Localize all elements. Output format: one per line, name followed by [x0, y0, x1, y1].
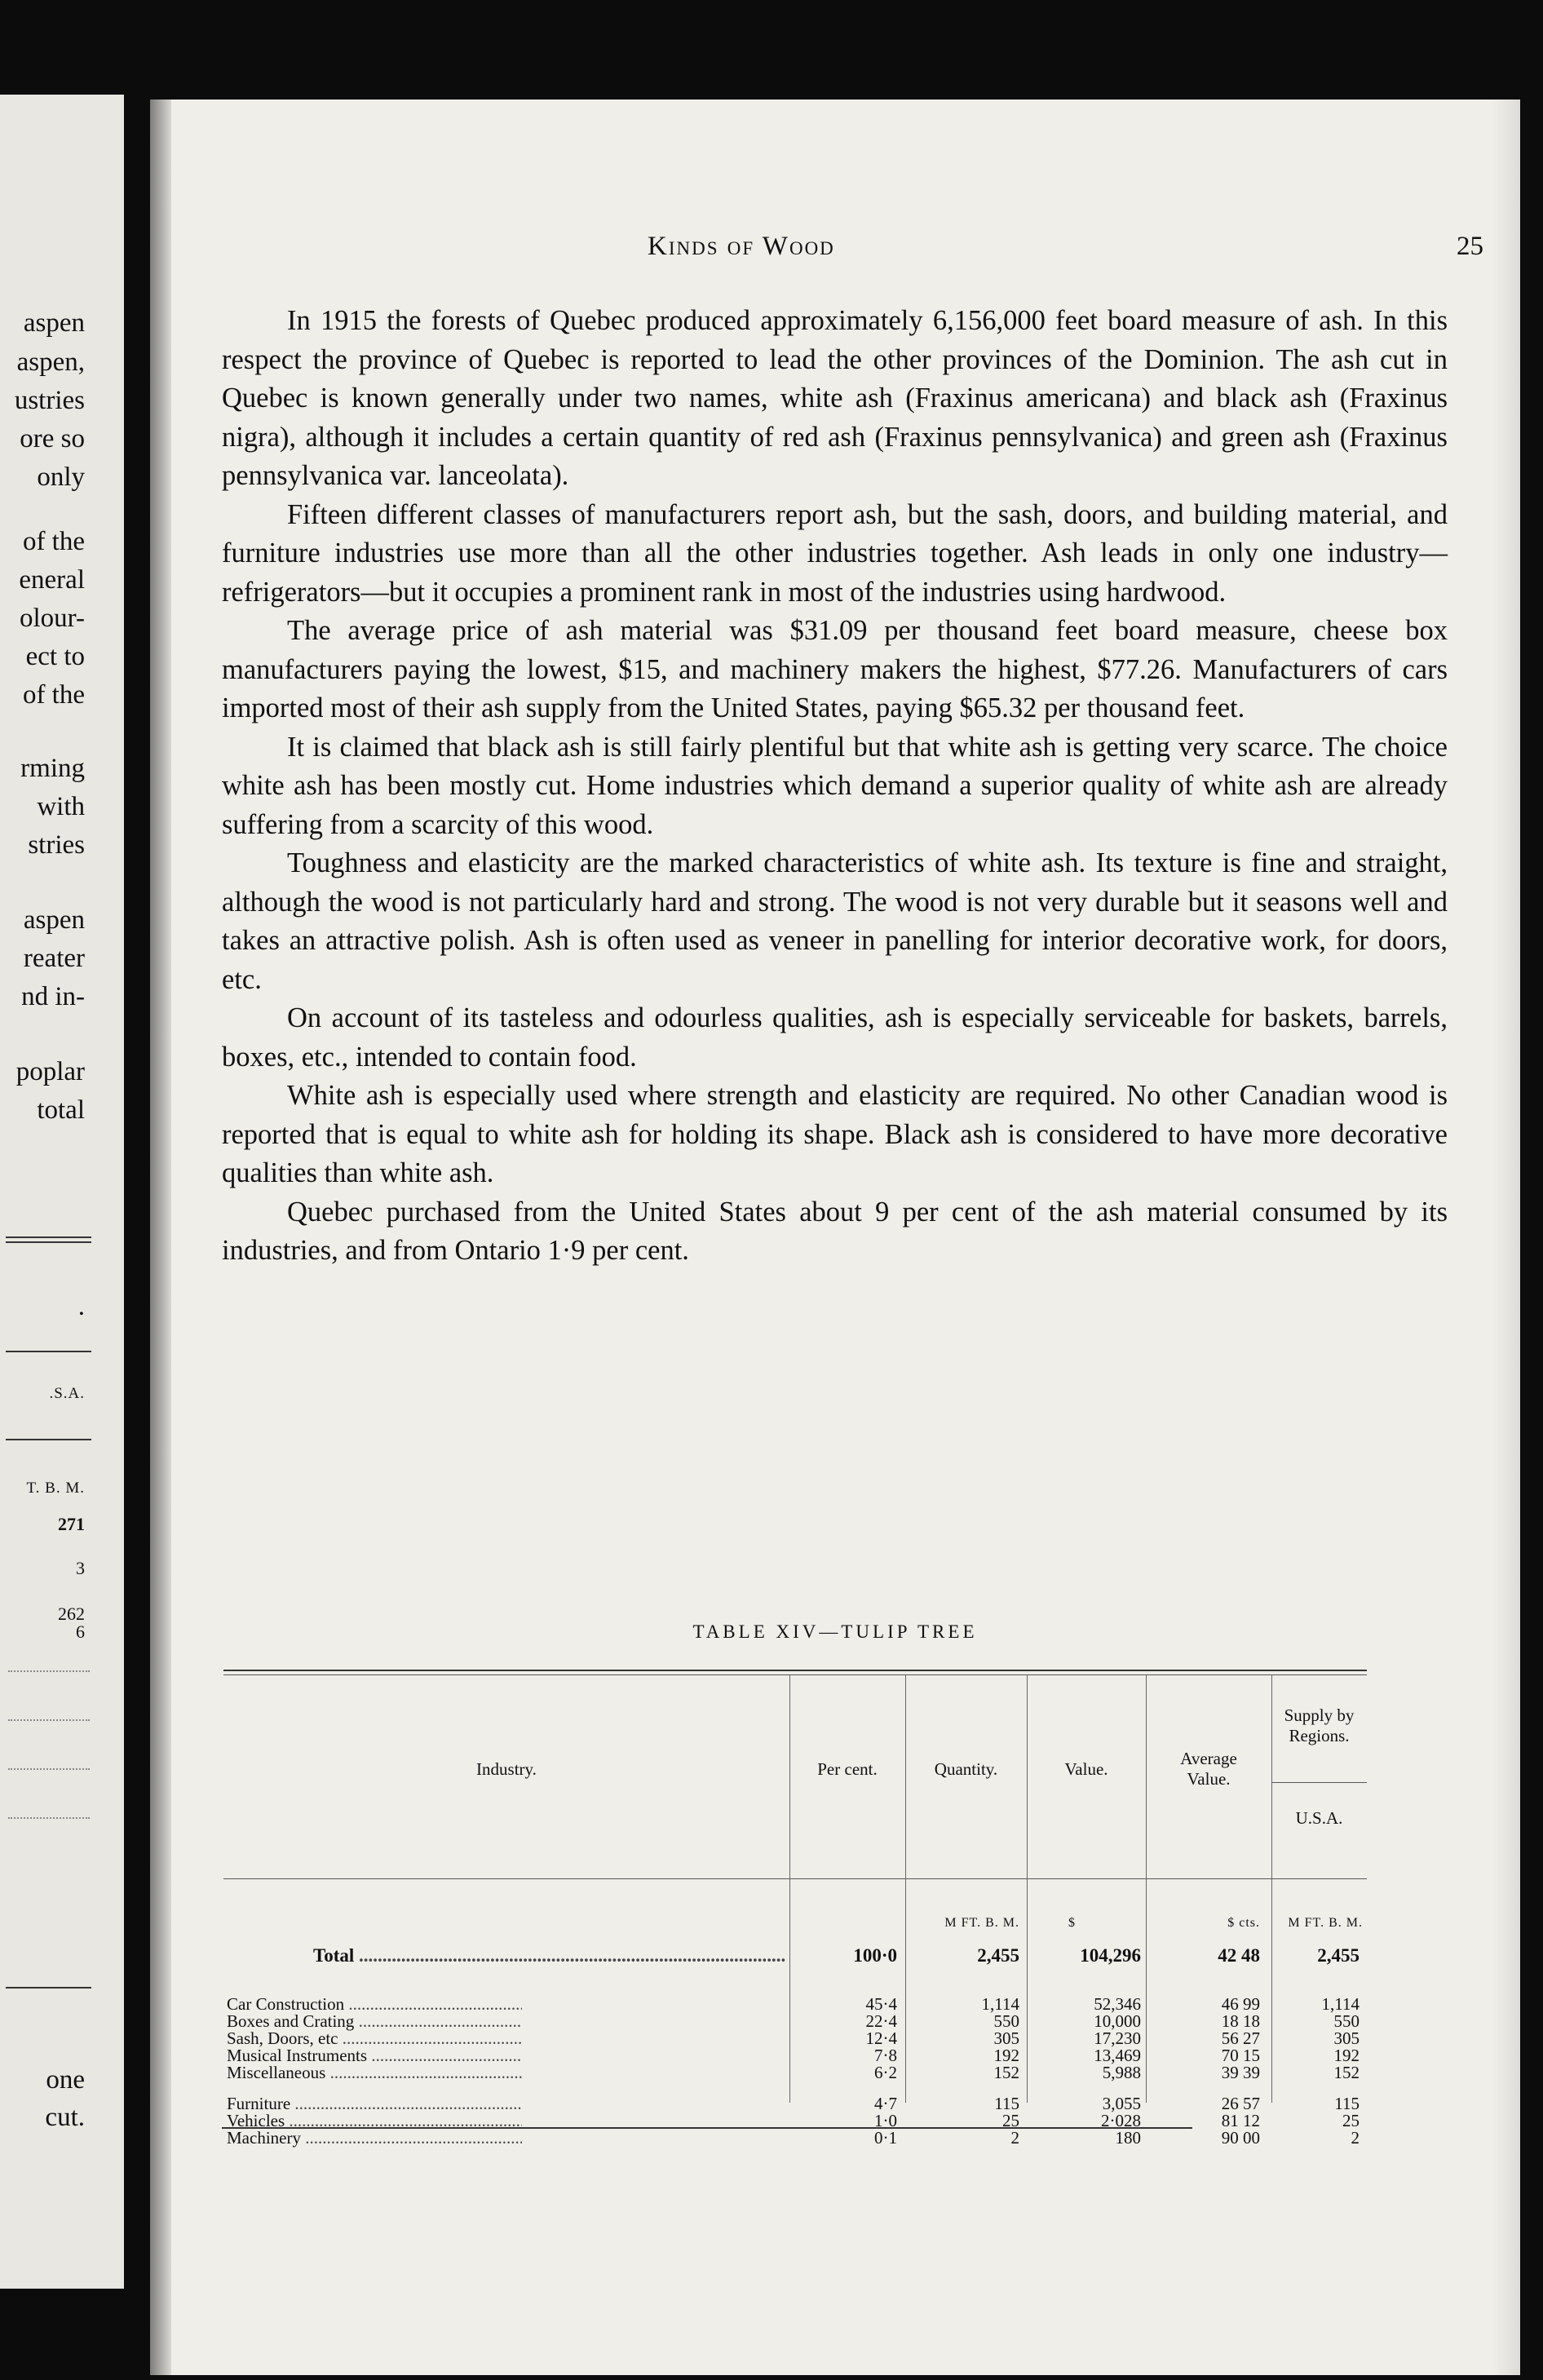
margin-fragment: total [37, 1095, 85, 1125]
body-text [222, 302, 1448, 1271]
cell-value: 3,055 [1102, 2094, 1141, 2113]
margin-fragment: ustries [14, 386, 85, 415]
cell-quantity: 1,114 [981, 1994, 1019, 2014]
table-title: TABLE XIV—TULIP TREE [692, 1621, 978, 1642]
cell-quantity: 192 [993, 2046, 1019, 2065]
table-row [223, 2063, 1367, 2084]
book-page [150, 100, 1520, 2375]
margin-fragment: olour- [20, 604, 85, 633]
header-industry: Industry. [476, 1759, 537, 1779]
margin-fragment: ect to [25, 642, 85, 671]
cell-quantity: 115 [994, 2094, 1019, 2113]
table-bottom-rule [222, 2127, 1192, 2129]
margin-fragment: poplar [15, 1057, 85, 1086]
cell-percent: 1·0 [874, 2111, 897, 2130]
cell-value: 13,469 [1094, 2046, 1141, 2065]
margin-fragment: ore so [20, 424, 85, 453]
margin-fragment: reater [23, 944, 85, 973]
row-label: Sash, Doors, etc ..... [227, 2028, 522, 2049]
header-quantity: Quantity. [934, 1759, 998, 1779]
margin-fragment: only [37, 462, 85, 492]
page-edge-shadow [1492, 100, 1520, 2375]
cell-quantity: 25 [1002, 2111, 1019, 2130]
row-label: Boxes and Crating ..... [227, 2011, 522, 2032]
margin-fragment: nd in- [21, 982, 85, 1011]
header-percent: Per cent. [817, 1759, 878, 1779]
margin-rule [6, 1439, 91, 1440]
cell-percent: 22·4 [865, 2011, 897, 2031]
cell-average: 26 57 [1221, 2094, 1260, 2113]
header-supply-by-regions: Supply by Regions. [1284, 1705, 1355, 1745]
header-usa: U.S.A. [1295, 1808, 1343, 1828]
cell-average: 70 15 [1221, 2046, 1260, 2065]
cell-quantity: 152 [993, 2063, 1019, 2082]
margin-rule [6, 1241, 91, 1243]
margin-rule [6, 1351, 91, 1352]
cell-percent: 0·1 [874, 2128, 897, 2148]
row-label: Miscellaneous ..... [227, 2063, 522, 2083]
cell-value: 104,296 [1080, 1945, 1141, 1966]
paragraph: On account of its tasteless and odourless qualities, ash is especially serviceable for baskets, barrels, boxes, etc., intended to contain food. [222, 1002, 1448, 1073]
cell-average: 56 27 [1221, 2028, 1260, 2048]
margin-fragment: cut. [45, 2103, 85, 2132]
paragraph: Fifteen different classes of manufacturers report ash, but the sash, doors, and building material, and furniture industries use more than all the other industries together. Ash leads in only one industry—refrigerators—but it occupies a prominent rank in most of the industries using hardwood. [222, 498, 1448, 608]
paragraph: In 1915 the forests of Quebec produced approximately 6,156,000 feet board measure of ash. In this respect the province of Quebec is reported to lead the other provinces of the Dominion. The ash cut in Quebec is known generally under two names, white ash (Fraxinus americana) and black ash (Fraxinus nigra), although it includes a certain quantity of red ash (Fraxinus pennsylvanica) and green ash (Fraxinus pennsylvanica var. lanceolata). [222, 305, 1448, 491]
cell-percent: 45·4 [865, 1994, 897, 2014]
cell-value: 5,988 [1102, 2063, 1141, 2082]
cell-average: 90 00 [1221, 2128, 1260, 2148]
unit-average: $ cts. [1227, 1916, 1260, 1930]
cell-percent: 4·7 [874, 2094, 897, 2113]
margin-fragment: with [37, 792, 85, 821]
row-label: Vehicles ..... [227, 2111, 522, 2131]
row-label: Machinery ..... [227, 2128, 522, 2148]
margin-leader [8, 1817, 90, 1819]
margin-leader [8, 1768, 90, 1770]
cell-usa: 152 [1333, 2063, 1360, 2082]
table-top-rule [223, 1674, 1367, 1675]
margin-rule [6, 1236, 91, 1238]
margin-fragment: aspen, [16, 347, 85, 377]
header-value: Value. [1064, 1759, 1108, 1779]
cell-value: 180 [1115, 2128, 1141, 2148]
margin-fragment: stries [28, 830, 85, 860]
cell-quantity: 2,455 [977, 1945, 1019, 1966]
cell-percent: 7·8 [874, 2046, 897, 2065]
table-row [223, 2128, 1367, 2149]
cell-quantity: 305 [993, 2028, 1019, 2048]
margin-fragment: T. B. M. [26, 1480, 85, 1497]
margin-fragment: of the [22, 680, 85, 710]
cell-average: 39 39 [1221, 2063, 1260, 2082]
header-bottom-rule [223, 1878, 1367, 1879]
paragraph: It is claimed that black ash is still fairly plentiful but that white ash is getting very scarce. The choice white ash has been mostly cut. Home industries which demand a superior quality of white ash are already suffering from a scarcity of this wood. [222, 731, 1448, 840]
cell-percent: 100·0 [853, 1945, 897, 1966]
table-row-total [223, 1945, 1367, 1966]
margin-rule [6, 1987, 91, 1988]
cell-usa: 550 [1333, 2011, 1360, 2031]
header-subrule [1271, 1782, 1367, 1783]
cell-usa: 192 [1333, 2046, 1360, 2065]
cell-average: 46 99 [1221, 1994, 1260, 2014]
unit-value: $ [1068, 1916, 1076, 1930]
paragraph: The average price of ash material was $31.09 per thousand feet board measure, cheese box manufacturers paying the lowest, $15, and machinery makers the highest, $77.26. Manufacturers of cars imported most of their ash supply from the United States, paying $65.32 per thousand feet. [222, 615, 1448, 723]
header-average-value: Average Value. [1180, 1749, 1237, 1789]
margin-fragment: 3 [76, 1558, 85, 1578]
cell-quantity: 2 [1010, 2128, 1019, 2148]
cell-value: 17,230 [1094, 2028, 1141, 2048]
unit-usa: M FT. B. M. [1288, 1916, 1363, 1930]
running-head [150, 232, 1520, 268]
margin-fragment: eneral [19, 565, 85, 595]
paragraph: Toughness and elasticity are the marked characteristics of white ash. Its texture is fine and straight, although the wood is not particularly hard and strong. The wood is not very durable but it seasons well and takes an attractive polish. Ash is often used as veneer in panelling for interior decorative work, for doors, etc. [222, 847, 1448, 995]
margin-leader [8, 1719, 90, 1721]
margin-fragment: rming [20, 754, 85, 783]
cell-usa: 115 [1334, 2094, 1360, 2113]
margin-fragment: 271 [58, 1514, 85, 1534]
cell-usa: 2,455 [1317, 1945, 1360, 1966]
cell-usa: 1,114 [1321, 1994, 1360, 2014]
row-label: Car Construction ..... [227, 1994, 522, 2015]
unit-quantity: M FT. B. M. [944, 1916, 1019, 1930]
cell-value: 10,000 [1094, 2011, 1141, 2031]
margin-fragment: 262 [58, 1604, 85, 1624]
table-top-rule [223, 1670, 1367, 1671]
margin-fragment: one [46, 2065, 85, 2095]
paragraph: Quebec purchased from the United States about 9 per cent of the ash material consumed by its industries, and from Ontario 1·9 per cent. [222, 1196, 1448, 1266]
margin-fragment: .S.A. [49, 1385, 85, 1402]
margin-fragment: of the [22, 527, 85, 556]
margin-fragment: 6 [76, 1621, 85, 1642]
cell-usa: 305 [1333, 2028, 1360, 2048]
page-number: 25 [1457, 232, 1483, 261]
facing-page-strip [0, 95, 124, 2289]
cell-percent: 12·4 [865, 2028, 897, 2048]
cell-quantity: 550 [993, 2011, 1019, 2031]
data-table [223, 1670, 1367, 2148]
row-label: Total ..... [313, 1945, 786, 1966]
cell-usa: 25 [1342, 2111, 1360, 2130]
cell-average: 81 12 [1221, 2111, 1260, 2130]
margin-leader [8, 1670, 90, 1672]
margin-fragment: aspen [23, 905, 85, 935]
row-label: Furniture ..... [227, 2094, 522, 2114]
cell-percent: 6·2 [874, 2063, 897, 2082]
cell-average: 42 48 [1218, 1945, 1260, 1966]
cell-usa: 2 [1351, 2128, 1360, 2148]
margin-fragment: . [77, 1292, 85, 1321]
margin-fragment: aspen [23, 308, 85, 338]
running-title: Kinds of Wood [648, 232, 835, 261]
paragraph: White ash is especially used where strength and elasticity are required. No other Canadian wood is reported that is equal to white ash for holding its shape. Black ash is considered to have more decorative qualities than white ash. [222, 1080, 1448, 1188]
cell-value: 2·028 [1101, 2111, 1141, 2130]
row-label: Musical Instruments ..... [227, 2046, 522, 2066]
cell-average: 18 18 [1221, 2011, 1260, 2031]
page-binding-shadow [150, 100, 171, 2375]
cell-value: 52,346 [1094, 1994, 1141, 2014]
